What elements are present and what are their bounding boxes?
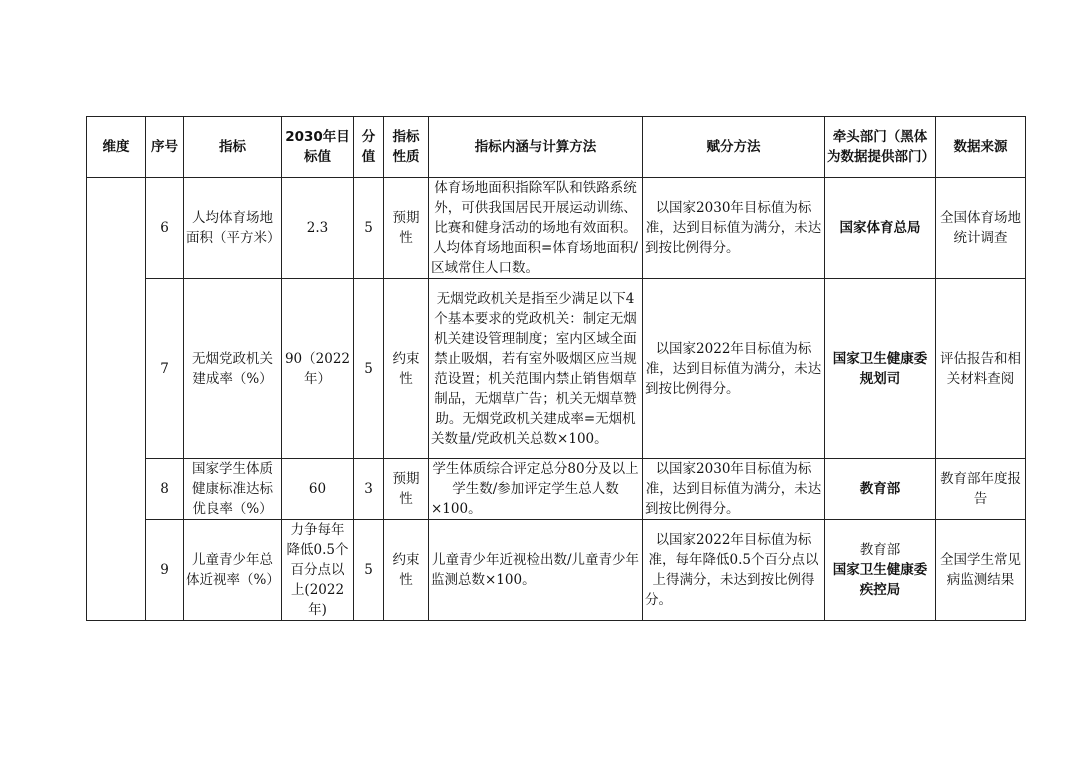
seq-cell: 9 (146, 520, 184, 621)
nature-cell: 预期性 (384, 178, 429, 279)
indicator-table (86, 116, 1026, 621)
target-cell: 60 (282, 459, 354, 520)
lead-dept-cell (825, 279, 936, 459)
lead-dept-bold: 国家卫生健康委疾控局 (832, 562, 928, 598)
content-cell: 学生体质综合评定总分80分及以上学生数/参加评定学生总人数×100。 (429, 459, 643, 520)
content-cell: 体育场地面积指除军队和铁路系统外，可供我国居民开展运动训练、比赛和健身活动的场地有效面积。人均体育场地面积=体育场地面积/区域常住人口数。 (429, 178, 643, 279)
header-score: 分值 (354, 117, 384, 178)
table-header-row (87, 117, 1026, 178)
seq-cell: 7 (146, 279, 184, 459)
dimension-cell (87, 178, 146, 621)
header-nature: 指标性质 (384, 117, 429, 178)
score-cell: 5 (354, 178, 384, 279)
nature-cell: 预期性 (384, 459, 429, 520)
header-scoring-method: 赋分方法 (643, 117, 825, 178)
score-cell: 3 (354, 459, 384, 520)
lead-dept-cell (825, 520, 936, 621)
data-source-cell: 全国体育场地统计调查 (936, 178, 1026, 279)
nature-cell: 约束性 (384, 279, 429, 459)
target-cell: 90（2022年） (282, 279, 354, 459)
score-cell: 5 (354, 520, 384, 621)
header-target-2030: 2030年目标值 (282, 117, 354, 178)
data-source-cell: 评估报告和相关材料查阅 (936, 279, 1026, 459)
table-row (87, 459, 1026, 520)
data-source-cell: 全国学生常见病监测结果 (936, 520, 1026, 621)
header-seq: 序号 (146, 117, 184, 178)
table-row (87, 279, 1026, 459)
indicator-cell: 无烟党政机关建成率（%） (184, 279, 282, 459)
header-content-method: 指标内涵与计算方法 (429, 117, 643, 178)
lead-dept-bold: 国家卫生健康委规划司 (832, 350, 928, 387)
header-data-source: 数据来源 (936, 117, 1026, 178)
nature-cell: 约束性 (384, 520, 429, 621)
header-indicator: 指标 (184, 117, 282, 178)
indicator-cell: 国家学生体质健康标准达标优良率（%） (184, 459, 282, 520)
lead-dept-bold: 国家体育总局 (839, 220, 921, 236)
score-cell: 5 (354, 279, 384, 459)
table-row (87, 178, 1026, 279)
seq-cell: 8 (146, 459, 184, 520)
seq-cell: 6 (146, 178, 184, 279)
content-cell: 无烟党政机关是指至少满足以下4个基本要求的党政机关：制定无烟机关建设管理制度；室内区域全面禁止吸烟，若有室外吸烟区应当规范设置；机关范围内禁止销售烟草制品，无烟草广告；机关无烟草赞助。无烟党政机关建成率=无烟机关数量/党政机关总数×100。 (429, 279, 643, 459)
scoring-cell: 以国家2022年目标值为标准，达到目标值为满分，未达到按比例得分。 (643, 279, 825, 459)
lead-dept-normal: 教育部 (859, 542, 901, 558)
lead-dept-cell (825, 459, 936, 520)
target-cell: 2.3 (282, 178, 354, 279)
table-row (87, 520, 1026, 621)
header-lead-dept: 牵头部门（黑体为数据提供部门） (825, 117, 936, 178)
content-cell: 儿童青少年近视检出数/儿童青少年监测总数×100。 (429, 520, 643, 621)
scoring-cell: 以国家2022年目标值为标准，每年降低0.5个百分点以上得满分，未达到按比例得分。 (643, 520, 825, 621)
header-dimension: 维度 (87, 117, 146, 178)
lead-dept-cell (825, 178, 936, 279)
scoring-cell: 以国家2030年目标值为标准，达到目标值为满分，未达到按比例得分。 (643, 459, 825, 520)
target-cell: 力争每年降低0.5个百分点以上(2022年) (282, 520, 354, 621)
indicator-cell: 人均体育场地面积（平方米） (184, 178, 282, 279)
lead-dept-bold: 教育部 (859, 481, 901, 497)
indicator-cell: 儿童青少年总体近视率（%） (184, 520, 282, 621)
scoring-cell: 以国家2030年目标值为标准，达到目标值为满分，未达到按比例得分。 (643, 178, 825, 279)
data-source-cell: 教育部年度报告 (936, 459, 1026, 520)
